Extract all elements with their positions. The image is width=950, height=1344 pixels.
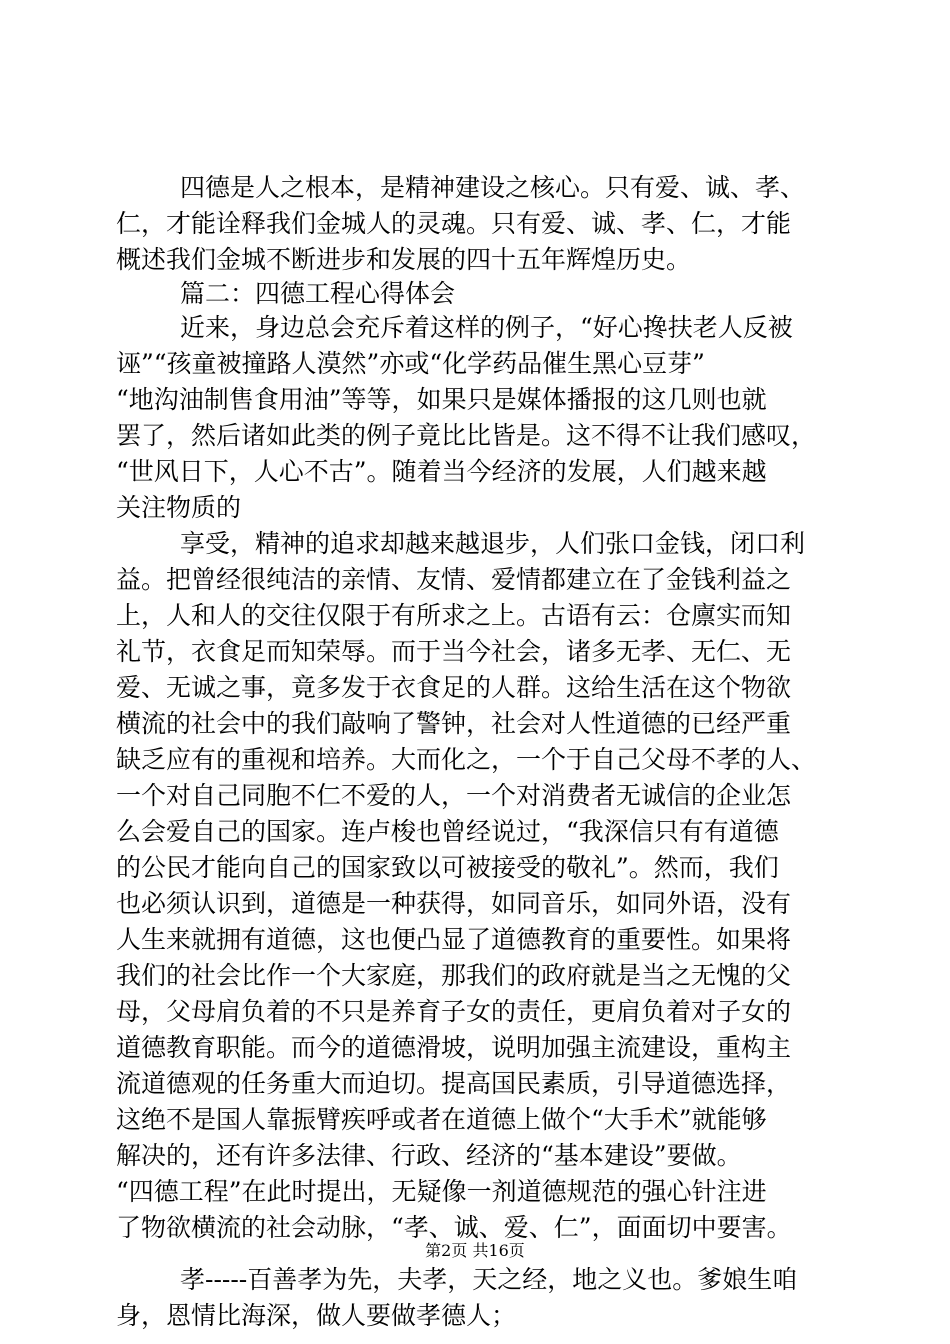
text-line: 关注物质的: [116, 493, 242, 522]
text-line: 身，恩情比海深，做人要做孝德人；: [116, 1301, 517, 1330]
text-line: 母，父母肩负着的不只是养育子女的责任，更肩负着对子女的: [116, 997, 792, 1026]
text-line: 我们的社会比作一个大家庭，那我们的政府就是当之无愧的父: [116, 961, 792, 990]
section-heading: 篇二：四德工程心得体会: [180, 279, 456, 308]
text-line: 爱、无诚之事，竟多发于衣食足的人群。这给生活在这个物欲: [116, 673, 792, 702]
text-line: “四德工程”在此时提出，无疑像一剂道德规范的强心针注进: [116, 1177, 767, 1206]
text-line: 横流的社会中的我们敲响了警钟，社会对人性道德的已经严重: [116, 709, 792, 738]
text-line: 人生来就拥有道德，这也便凸显了道德教育的重要性。如果将: [116, 925, 792, 954]
text-line: 四德是人之根本，是精神建设之核心。只有爱、诚、孝、: [180, 173, 806, 202]
text-line: 这绝不是国人靠振臂疾呼或者在道德上做个“大手术”就能够: [116, 1105, 767, 1134]
text-line: 道德教育职能。而今的道德滑坡，说明加强主流建设，重构主: [116, 1033, 792, 1062]
text-line: 了物欲横流的社会动脉，“孝、诚、爱、仁”，面面切中要害。: [116, 1213, 792, 1242]
text-line: “世风日下，人心不古”。随着当今经济的发展，人们越来越: [116, 457, 767, 486]
text-line: 流道德观的任务重大而迫切。提高国民素质，引导道德选择，: [116, 1069, 792, 1098]
page-footer: 第2页 共16页: [425, 1241, 525, 1260]
text-line: 么会爱自己的国家。连卢梭也曾经说过，“我深信只有有道德: [116, 817, 779, 846]
text-line: 仁，才能诠释我们金城人的灵魂。只有爱、诚、孝、仁，才能: [116, 209, 792, 238]
text-line: 解决的，还有许多法律、行政、经济的“基本建设”要做。: [116, 1141, 742, 1170]
text-line: 享受，精神的追求却越来越退步，人们张口金钱，闭口利: [180, 529, 806, 558]
text-line: 的公民才能向自己的国家致以可被接受的敬礼”。然而，我们: [116, 853, 779, 882]
text-line: 上，人和人的交往仅限于有所求之上。古语有云：仓廪实而知: [116, 601, 792, 630]
text-line: 近来，身边总会充斥着这样的例子，“好心搀扶老人反被: [180, 313, 793, 342]
text-line: 孝-----百善孝为先，夫孝，天之经，地之义也。爹娘生咱: [180, 1265, 798, 1294]
text-line: 罢了，然后诸如此类的例子竟比比皆是。这不得不让我们感叹，: [116, 421, 817, 450]
text-line: 一个对自己同胞不仁不爱的人，一个对消费者无诚信的企业怎: [116, 781, 792, 810]
text-line: “地沟油制售食用油”等等，如果只是媒体播报的这几则也就: [116, 385, 767, 414]
text-line: 礼节，衣食足而知荣辱。而于当今社会，诸多无孝、无仁、无: [116, 637, 792, 666]
text-line: 缺乏应有的重视和培养。大而化之，一个于自己父母不孝的人、: [116, 745, 817, 774]
text-line: 诬”“孩童被撞路人漠然”亦或“化学药品催生黑心豆芽”: [116, 349, 705, 378]
text-line: 概述我们金城不断进步和发展的四十五年辉煌历史。: [116, 245, 692, 274]
text-line: 也必须认识到，道德是一种获得，如同音乐，如同外语，没有: [116, 889, 792, 918]
text-line: 益。把曾经很纯洁的亲情、友情、爱情都建立在了金钱利益之: [116, 565, 792, 594]
